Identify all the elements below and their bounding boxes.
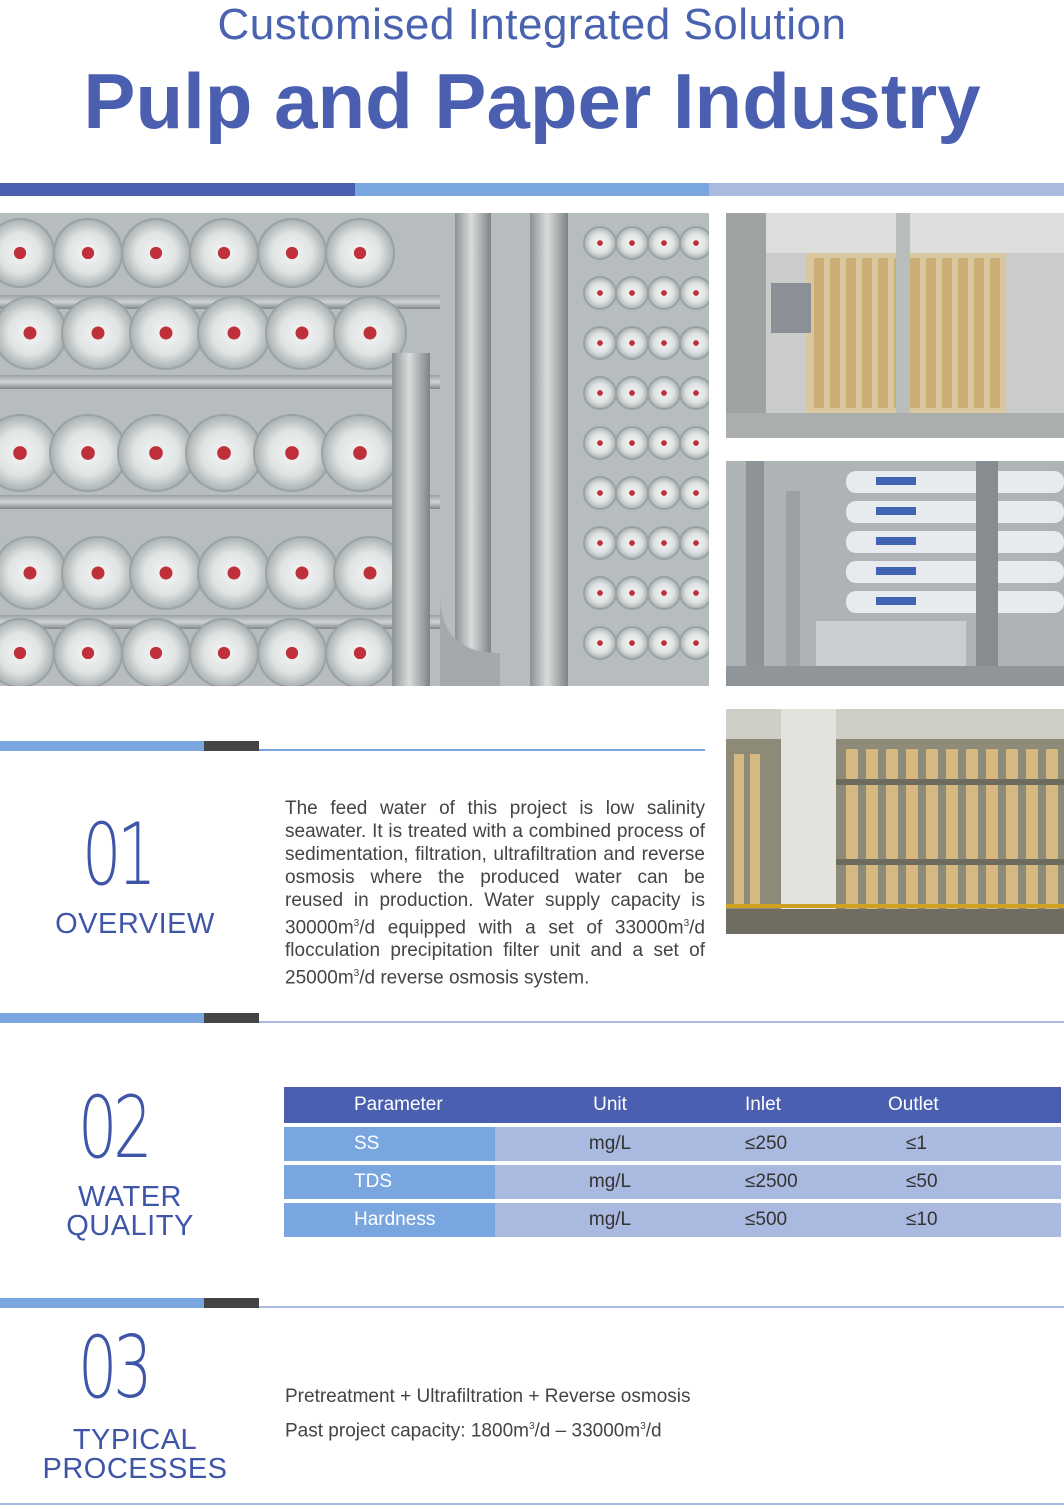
overview-paragraph: The feed water of this project is low salinity seawater. It is treated with a combined process of sedimentation, filtration, ultrafiltration and reverse osmosis where the produced water can be reused in production. Water supply capacity is $30000m^3/d$ equipped with a set of $33000m^3/d$ flocculation precipitation filter unit and a set of $25000m^3/d$ reverse osmosis system.: [285, 798, 705, 989]
water-quality-table: [284, 1083, 1061, 1241]
inlet-cell: ≤500: [725, 1203, 880, 1237]
overview-number: 01: [82, 805, 153, 905]
outlet-cell: ≤10: [880, 1203, 1061, 1237]
water-quality-table-wrapper: [284, 1087, 1061, 1241]
parameter-cell: Hardness: [284, 1203, 495, 1237]
overview-label: OVERVIEW: [55, 908, 215, 940]
page-title: Pulp and Paper Industry: [83, 57, 981, 145]
parameter-cell: SS: [284, 1127, 495, 1161]
divider-water-quality-accent: [0, 1013, 204, 1023]
parameter-cell: TDS: [284, 1165, 495, 1199]
header-inlet: Inlet: [725, 1087, 880, 1123]
water-quality-label-line2: QUALITY: [66, 1210, 194, 1242]
divider-overview-line: [259, 749, 705, 751]
processes-label-line1: TYPICAL: [72, 1424, 198, 1456]
divider-overview-dark: [204, 741, 259, 751]
header-outlet: Outlet: [880, 1087, 1061, 1123]
table-row: [284, 1165, 1061, 1199]
table-row: [284, 1203, 1061, 1237]
water-quality-label: [35, 1183, 225, 1241]
unit-cell: mg/L: [495, 1203, 725, 1237]
processes-line2: Past project capacity: $1800m^3/d - 33000m^3/d$: [285, 1420, 662, 1442]
header-bar-light: [709, 183, 1064, 196]
water-quality-number: 02: [78, 1078, 149, 1178]
water-quality-label-line1: WATER: [78, 1181, 182, 1213]
page-subtitle: Customised Integrated Solution: [217, 0, 847, 49]
unit-cell: mg/L: [495, 1165, 725, 1199]
processes-text: [285, 1382, 785, 1446]
divider-overview-accent: [0, 741, 204, 751]
header-bar-mid: [355, 183, 709, 196]
ultrafiltration-module-rack-image: [726, 709, 1064, 934]
divider-water-quality-dark: [204, 1013, 259, 1023]
header-unit: Unit: [495, 1087, 725, 1123]
header-parameter: Parameter: [284, 1087, 495, 1123]
pressure-vessel-pipework-image: [726, 461, 1064, 686]
processes-label: [40, 1426, 230, 1484]
outlet-cell: ≤50: [880, 1165, 1061, 1199]
outlet-cell: ≤1: [880, 1127, 1061, 1161]
table-header-row: [284, 1087, 1061, 1123]
divider-processes-accent: [0, 1298, 204, 1308]
reverse-osmosis-membrane-racks-image: [0, 213, 709, 686]
divider-water-quality-line: [259, 1021, 1064, 1023]
divider-processes-line: [259, 1306, 1064, 1308]
ultrafiltration-plant-hall-image: [726, 213, 1064, 438]
header-bar-dark: [0, 183, 355, 196]
processes-label-line2: PROCESSES: [42, 1453, 228, 1485]
divider-processes-dark: [204, 1298, 259, 1308]
inlet-cell: ≤250: [725, 1127, 880, 1161]
table-row: [284, 1127, 1061, 1161]
processes-line1: Pretreatment + Ultrafiltration + Reverse osmosis: [285, 1386, 691, 1407]
processes-number: 03: [78, 1318, 149, 1418]
unit-cell: mg/L: [495, 1127, 725, 1161]
bottom-rule: [0, 1503, 1064, 1505]
inlet-cell: ≤2500: [725, 1165, 880, 1199]
